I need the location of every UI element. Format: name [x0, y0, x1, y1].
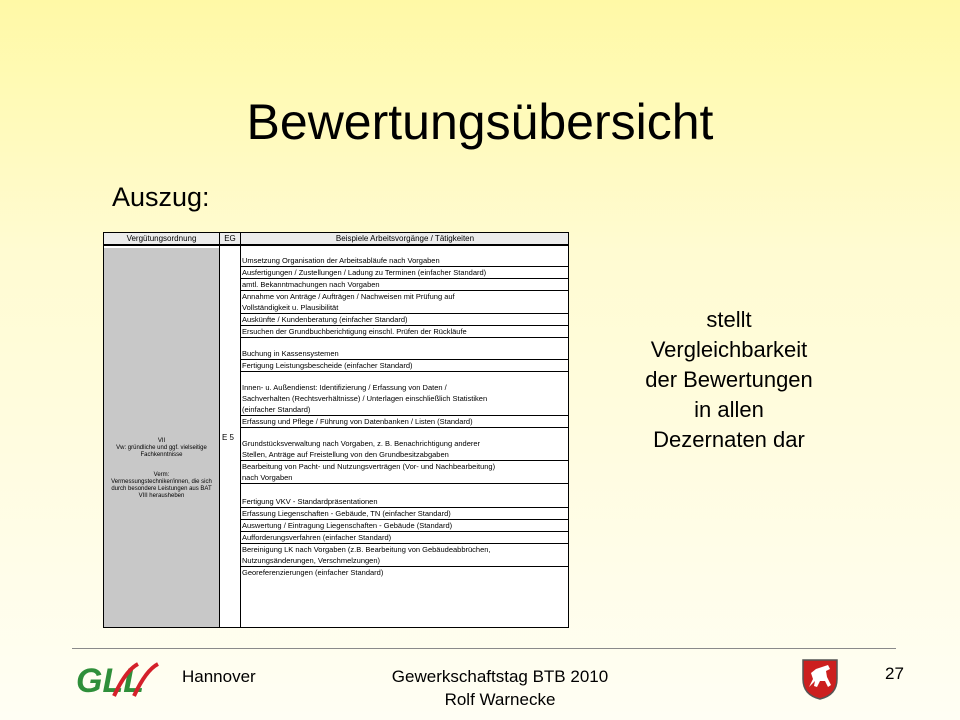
task-line: Sachverhalten (Rechtsverhältnisse) / Unterlagen einschließlich Statistiken: [242, 394, 488, 403]
task-row: [241, 382, 569, 416]
slide-subtitle: Auszug:: [112, 182, 210, 212]
task-line: Stellen, Anträge auf Freistellung von den Grundbesitzabgaben: [242, 450, 449, 459]
gll-logo-text: GLL: [76, 662, 144, 700]
task-row: [241, 520, 569, 532]
task-line: Bereinigung LK nach Vorgaben (z.B. Bearbeitung von Gebäudeabbrüchen,: [242, 545, 491, 554]
task-line: Umsetzung Organisation der Arbeitsabläufe nach Vorgaben: [242, 256, 440, 265]
task-line: amtl. Bekanntmachungen nach Vorgaben: [242, 280, 380, 289]
verguetung-text-verm: Verm: Vermessungstechniker/innen, die sich durch besondere Leistungen aus BAT VIII herausheben: [111, 472, 212, 499]
task-row: [241, 255, 569, 267]
task-row: [241, 544, 569, 567]
task-row: [241, 360, 569, 372]
footer-event: Gewerkschaftstag BTB 2010: [391, 667, 609, 686]
task-line: Bearbeitung von Pacht- und Nutzungsverträgen (Vor- und Nachbearbeitung): [242, 462, 496, 471]
task-row: [241, 438, 569, 461]
task-row: [241, 496, 569, 508]
task-line: Vollständigkeit u. Plausibilität: [242, 303, 339, 312]
table-header: [104, 233, 568, 246]
task-row: [241, 461, 569, 484]
verguetungsordnung-cell: [104, 248, 219, 627]
task-line: (einfacher Standard): [242, 405, 311, 414]
task-row: [241, 532, 569, 544]
task-line: Erfassung und Pflege / Führung von Datenbanken / Listen (Standard): [242, 417, 473, 426]
task-row: [241, 279, 569, 291]
note-line: der Bewertungen: [645, 367, 813, 392]
task-line: Fertigung VKV - Standardpräsentationen: [242, 497, 378, 506]
task-line: Fertigung Leistungsbescheide (einfacher Standard): [242, 361, 413, 370]
header-verguetungsordnung: Vergütungsordnung: [126, 234, 197, 243]
task-line: nach Vorgaben: [242, 473, 293, 482]
header-beispiele: Beispiele Arbeitsvorgänge / Tätigkeiten: [335, 234, 475, 243]
note-line: Dezernaten dar: [653, 427, 805, 452]
task-line: Grundstücksverwaltung nach Vorgaben, z. B. Benachrichtigung anderer: [242, 439, 481, 448]
note-line: in allen: [694, 397, 764, 422]
verguetung-text-vw: VII Vw: gründliche und ggf. vielseitige Fachkenntnisse: [116, 438, 207, 458]
header-eg: EG: [224, 234, 236, 243]
note-text: [600, 305, 858, 455]
footer-author: Rolf Warnecke: [444, 690, 556, 709]
task-line: Nutzungsänderungen, Verschmelzungen): [242, 556, 381, 565]
task-row: [241, 508, 569, 520]
eg-value: E 5: [222, 433, 235, 442]
lower-saxony-crest-icon: [800, 657, 840, 701]
footer-divider: [72, 648, 896, 649]
page-number: 27: [885, 664, 904, 683]
task-line: Aufforderungsverfahren (einfacher Standard): [242, 533, 392, 542]
task-row: [241, 291, 569, 314]
task-line: Ersuchen der Grundbuchberichtigung einschl. Prüfen der Rückläufe: [242, 327, 467, 336]
task-line: Ausfertigungen / Zustellungen / Ladung zu Terminen (einfacher Standard): [242, 268, 487, 277]
task-row: [241, 314, 569, 326]
task-row: [241, 416, 569, 428]
task-row: [241, 348, 569, 360]
task-row: [241, 267, 569, 279]
note-line: Vergleichbarkeit: [650, 337, 808, 362]
task-line: Georeferenzierungen (einfacher Standard): [242, 568, 384, 577]
gll-logo: [74, 660, 164, 700]
task-row: [241, 567, 569, 579]
task-line: Erfassung Liegenschaften - Gebäude, TN (einfacher Standard): [242, 509, 451, 518]
note-line: stellt: [706, 307, 752, 332]
slide-title: Bewertungsübersicht: [246, 94, 714, 150]
task-line: Auskünfte / Kundenberatung (einfacher Standard): [242, 315, 408, 324]
evaluation-table: [103, 232, 569, 628]
task-line: Innen- u. Außendienst: Identifizierung / Erfassung von Daten /: [242, 383, 447, 392]
footer-location: Hannover: [182, 667, 256, 686]
task-row: [241, 326, 569, 338]
task-line: Auswertung / Eintragung Liegenschaften - Gebäude (Standard): [242, 521, 453, 530]
task-line: Buchung in Kassensystemen: [242, 349, 339, 358]
task-line: Annahme von Anträge / Aufträgen / Nachweisen mit Prüfung auf: [242, 292, 455, 301]
